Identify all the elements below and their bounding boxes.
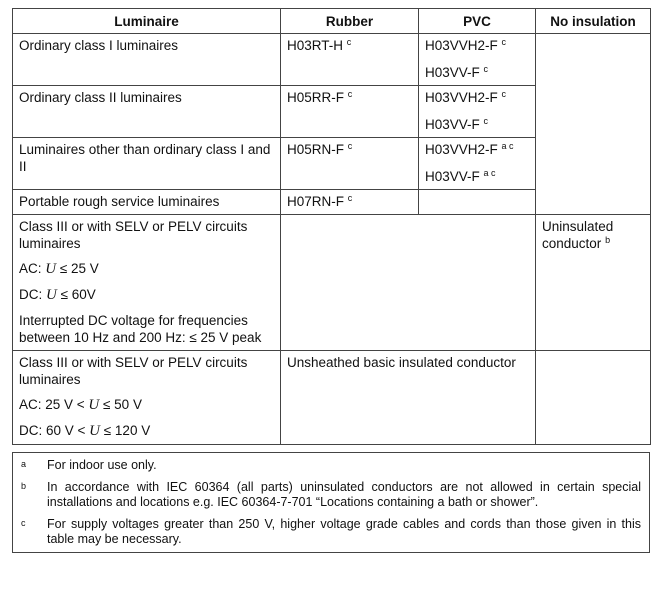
note-c (21, 517, 641, 547)
no-insulation-cell-empty (536, 34, 651, 215)
cable-code: H03VVH2-F (425, 142, 498, 157)
rubber-pvc-cell: Unsheathed basic insulated conductor (281, 351, 536, 445)
voltage-symbol: U (45, 261, 57, 277)
note-marker: a (21, 459, 27, 469)
cable-code: H05RR-F (287, 90, 345, 105)
footnote-ref: c (483, 64, 489, 74)
dc-prefix: DC: (19, 287, 46, 302)
note-b (21, 480, 641, 510)
cable-line (425, 64, 529, 81)
footnote-ref: c (347, 89, 353, 99)
pvc-cell-empty (419, 190, 536, 215)
cable-line (425, 37, 529, 54)
luminaire-cell: Ordinary class II luminaires (13, 86, 281, 138)
footnote-ref: c (501, 37, 507, 47)
pvc-cell (419, 86, 536, 138)
dc-prefix: DC: 60 V < (19, 423, 90, 438)
dc-voltage-condition (19, 286, 274, 304)
ac-limit: ≤ 25 V (56, 261, 99, 276)
footnote-ref: c (347, 141, 353, 151)
luminaire-cell (13, 215, 281, 351)
footnote-ref: c (501, 89, 507, 99)
footnote-ref: c (346, 37, 352, 47)
ac-prefix: AC: (19, 261, 46, 276)
cable-type-table (12, 8, 651, 445)
header-pvc: PVC (419, 9, 536, 34)
ac-voltage-condition (19, 260, 274, 278)
table-row (13, 215, 651, 351)
cable-line (425, 116, 529, 133)
rubber-pvc-cell-empty (281, 215, 536, 351)
table-row (13, 34, 651, 86)
footnote-ref: c (347, 193, 353, 203)
dc-voltage-condition (19, 422, 274, 440)
header-row (13, 9, 651, 34)
ac-voltage-condition (19, 396, 274, 414)
voltage-symbol: U (46, 287, 57, 303)
footnote-ref: a c (483, 168, 496, 178)
cable-line (425, 168, 529, 185)
cable-code: H03VVH2-F (425, 90, 498, 105)
note-marker: b (21, 481, 27, 491)
class3-title: Class III or with SELV or PELV circuits luminaires (19, 219, 248, 251)
cable-code: H03VV-F (425, 169, 480, 184)
luminaire-cell (13, 351, 281, 445)
footnote-ref: c (483, 116, 489, 126)
rubber-cell (281, 190, 419, 215)
cable-code: H03RT-H (287, 38, 344, 53)
note-text: In accordance with IEC 60364 (all parts) uninsulated conductors are not allowed in certain special installations and locations e.g. IEC 60364-7-701 “Locations containing a bath or shower”. (47, 480, 641, 509)
cable-line (425, 141, 529, 158)
footnote-ref: a c (501, 141, 514, 151)
table-notes (12, 452, 650, 553)
document-page (12, 8, 650, 553)
luminaire-cell: Ordinary class I luminaires (13, 34, 281, 86)
note-a (21, 458, 641, 473)
note-text: For supply voltages greater than 250 V, higher voltage grade cables and cords than those given in this table may be necessary. (47, 517, 641, 546)
interrupted-dc-condition: Interrupted DC voltage for frequencies between 10 Hz and 200 Hz: ≤ 25 V peak (19, 313, 262, 345)
pvc-cell (419, 138, 536, 190)
note-text: For indoor use only. (47, 458, 157, 472)
luminaire-cell: Luminaires other than ordinary class I and II (13, 138, 281, 190)
cable-code: H03VVH2-F (425, 38, 498, 53)
rubber-cell (281, 86, 419, 138)
no-insulation-cell-empty (536, 351, 651, 445)
no-insulation-cell (536, 215, 651, 351)
dc-limit: ≤ 60V (56, 287, 96, 302)
voltage-symbol: U (88, 397, 100, 413)
dc-limit: ≤ 120 V (100, 423, 151, 438)
ac-prefix: AC: 25 V < (19, 397, 89, 412)
cable-code: H03VV-F (425, 65, 480, 80)
luminaire-cell: Portable rough service luminaires (13, 190, 281, 215)
note-marker: c (21, 518, 26, 528)
class3-title: Class III or with SELV or PELV circuits luminaires (19, 355, 248, 387)
cable-code: H07RN-F (287, 194, 345, 209)
rubber-cell (281, 34, 419, 86)
ac-limit: ≤ 50 V (99, 397, 142, 412)
voltage-symbol: U (89, 423, 101, 439)
uninsulated-conductor-text: Uninsulated conductor (542, 219, 614, 251)
header-luminaire: Luminaire (13, 9, 281, 34)
cable-line (425, 89, 529, 106)
pvc-cell (419, 34, 536, 86)
footnote-ref: b (605, 235, 611, 245)
table-row (13, 351, 651, 445)
rubber-cell (281, 138, 419, 190)
cable-code: H05RN-F (287, 142, 345, 157)
header-no-insulation: No insulation (536, 9, 651, 34)
cable-code: H03VV-F (425, 117, 480, 132)
header-rubber: Rubber (281, 9, 419, 34)
